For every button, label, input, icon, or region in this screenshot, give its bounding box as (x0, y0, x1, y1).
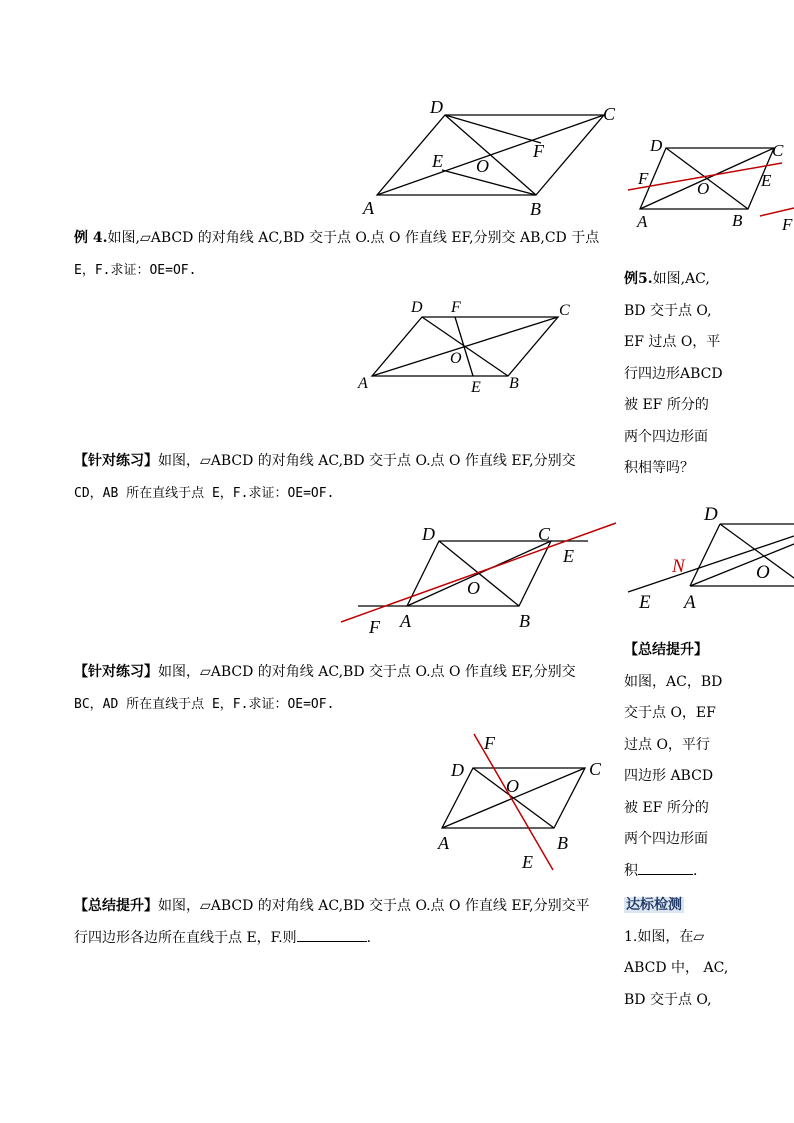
practice1-line1: 如图，▱ABCD 的对角线 AC,BD 交于点 O.点 O 作直线 EF,分别交 (158, 453, 576, 469)
label-o: O (450, 350, 462, 367)
summary-right-line-3: 四边形 ABCD (624, 768, 714, 784)
example5-line-0: 如图,AC, (652, 271, 710, 287)
figure-example4 (355, 295, 580, 400)
label-o: O (476, 156, 489, 176)
answer-blank[interactable] (297, 927, 367, 942)
label-b: B (530, 199, 541, 219)
label-b: B (732, 211, 743, 230)
practice1-text (74, 445, 622, 510)
label-c: C (772, 141, 784, 160)
check-line-1: ABCD 中， AC, (624, 960, 729, 976)
summary-left-line2: 行四边形各边所在直线于点 E，F.则 (74, 930, 297, 946)
label-b: B (557, 833, 568, 853)
check-text (624, 890, 734, 1016)
label-e: E (761, 171, 772, 190)
label-e: E (471, 379, 481, 396)
practice2-line2: BC，AD 所在直线于点 E，F.求证：OE=OF. (74, 697, 335, 712)
label-c: C (538, 524, 551, 544)
red-line-ef (474, 734, 553, 870)
summary-right-head: 【总结提升】 (624, 642, 708, 658)
label-e: E (639, 592, 651, 613)
summary-right-blank[interactable] (638, 860, 693, 875)
practice1-head: 【针对练习】 (74, 453, 158, 469)
figure-example5 (624, 498, 794, 618)
summary-right-last: 积 (624, 862, 638, 879)
label-f: F (451, 299, 461, 316)
label-f: F (369, 617, 380, 637)
parallelogram-abcd (377, 115, 604, 195)
label-o: O (467, 578, 480, 598)
label-a: A (400, 611, 411, 631)
example5-line-2: EF 过点 O，平 (624, 334, 721, 350)
label-b: B (509, 375, 519, 392)
label-c: C (589, 759, 602, 779)
label-c: C (603, 104, 616, 124)
practice2-text (74, 656, 622, 721)
example5-line-1: BD 交于点 O, (624, 302, 712, 319)
figure-practice2 (432, 728, 612, 878)
label-o: O (697, 179, 710, 198)
label-a: A (363, 198, 374, 218)
label-b: B (519, 611, 530, 631)
check-line-2: BD 交于点 O, (624, 991, 712, 1008)
practice2-head: 【针对练习】 (74, 664, 158, 680)
example5-text (624, 264, 734, 485)
summary-right-line-0: 如图，AC，BD (624, 673, 723, 690)
figure-example5-top (620, 130, 794, 235)
red-line-ef (341, 523, 616, 622)
label-o: O (506, 776, 519, 796)
example4-line2: E，F.求证：OE=OF. (74, 263, 197, 278)
summary-left-line1: 如图，▱ABCD 的对角线 AC,BD 交于点 O.点 O 作直线 EF,分别交平 (158, 898, 590, 914)
summary-right-line-5: 两个四边形面 (624, 831, 708, 847)
label-d: D (422, 524, 435, 544)
example5-line-4: 被 EF 所分的 (624, 397, 709, 413)
example5-line-3: 行四边形ABCD (624, 365, 723, 382)
label-d: D (411, 299, 423, 316)
label-o: O (756, 562, 770, 583)
label-f: F (484, 733, 495, 753)
label-d: D (704, 504, 718, 525)
example5-head: 例5. (624, 271, 653, 287)
figure-example4-top (360, 95, 630, 225)
label-a: A (637, 212, 648, 231)
example4-line1: 如图,▱ABCD 的对角线 AC,BD 交于点 O.点 O 作直线 EF,分别交 AB,CD 于点 (107, 230, 600, 246)
summary-right-text: 【总结提升】 如图，AC，BD 交于点 O，EF 过点 O，平行 四边形 ABCD 被 EF 所分的 两个四边形面 积 . (624, 642, 723, 879)
summary-right-line-2: 过点 O，平行 (624, 736, 710, 753)
summary-left-head: 【总结提升】 (74, 898, 158, 914)
label-d: D (451, 760, 464, 780)
check-line-0: 1.如图，在▱ (624, 928, 705, 945)
label-f-edge: F (782, 215, 793, 234)
label-a: A (438, 833, 449, 853)
label-c: C (559, 302, 570, 319)
figure-practice1 (338, 520, 623, 645)
label-a: A (684, 592, 696, 613)
label-d: D (430, 97, 443, 117)
check-head: 达标检测 (626, 897, 682, 913)
label-n: N (672, 556, 685, 577)
example5-line-6: 积相等吗？ (624, 460, 694, 476)
label-f: F (533, 141, 544, 161)
example4-head: 例 4. (74, 230, 108, 246)
example5-line-5: 两个四边形面 (624, 428, 708, 445)
summary-right-line-4: 被 EF 所分的 (624, 799, 709, 816)
label-e: E (563, 546, 574, 566)
example4-text (74, 222, 622, 287)
label-f: F (638, 169, 649, 188)
label-e: E (432, 151, 443, 171)
summary-right-line-1: 交于点 O，EF (624, 705, 716, 721)
label-e: E (522, 852, 533, 872)
summary-left-text: 【总结提升】如图，▱ABCD 的对角线 AC,BD 交于点 O.点 O 作直线 EF,分别交平 行四边形各边所在直线于点 E，F.则 . (74, 898, 590, 946)
practice2-line1: 如图，▱ABCD 的对角线 AC,BD 交于点 O.点 O 作直线 EF,分别交 (158, 664, 576, 680)
parallelogram-abcd (372, 317, 558, 376)
label-d: D (650, 136, 663, 155)
label-a: A (358, 375, 368, 392)
practice1-line2: CD，AB 所在直线于点 E，F.求证：OE=OF. (74, 486, 335, 501)
